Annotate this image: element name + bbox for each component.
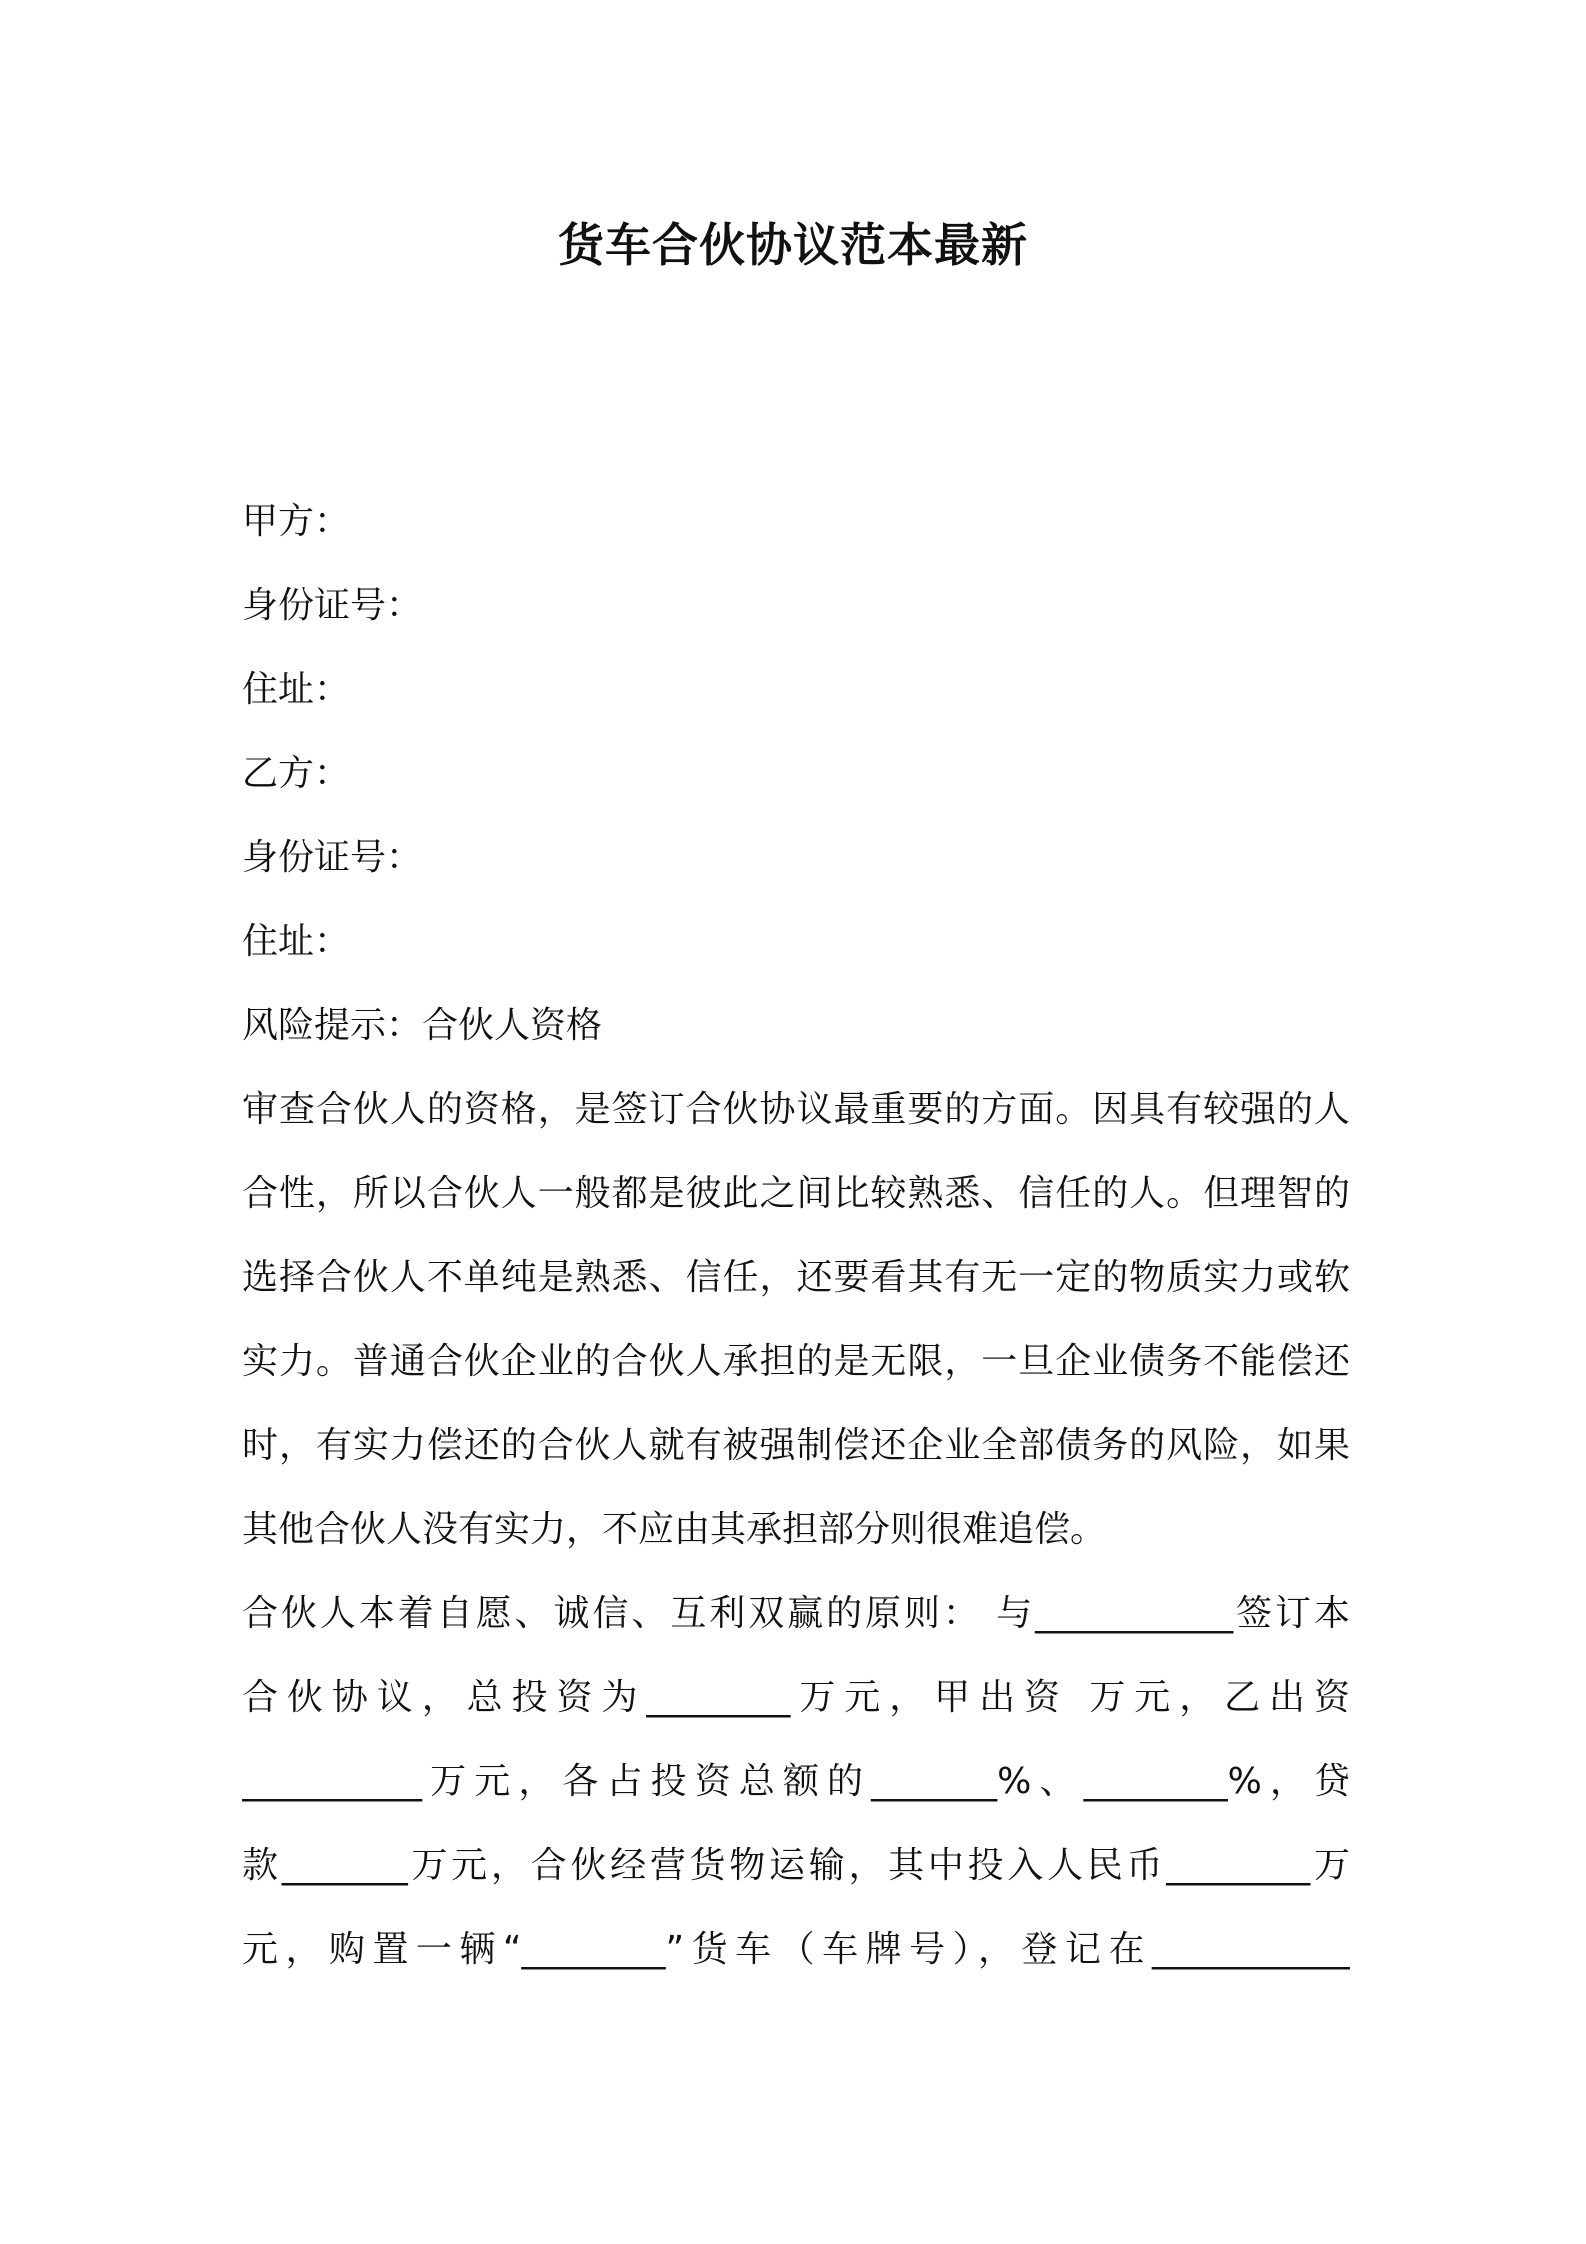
- party-a-id-field: 身份证号：: [242, 585, 423, 626]
- agreement-line: 合伙人本着自愿、诚信、互利双赢的原则： 与___________签订本: [242, 1593, 1350, 1634]
- risk-heading: 风险提示：合伙人资格: [242, 1005, 603, 1046]
- party-a-field: 甲方：: [242, 501, 351, 542]
- risk-paragraph-line: 审查合伙人的资格，是签订合伙协议最重要的方面。因具有较强的人: [242, 1089, 1350, 1130]
- risk-paragraph-line: 其他合伙人没有实力，不应由其承担部分则很难追偿。: [242, 1509, 1107, 1550]
- agreement-paragraph: [242, 1572, 1350, 1992]
- risk-paragraph-line: 合性，所以合伙人一般都是彼此之间比较熟悉、信任的人。但理智的: [242, 1173, 1350, 1214]
- document-title: 货车合伙协议范本最新: [558, 218, 1028, 272]
- agreement-line: 元，购置一辆“________”货车（车牌号），登记在___________: [242, 1929, 1350, 1970]
- risk-paragraph-line: 选择合伙人不单纯是熟悉、信任，还要看其有无一定的物质实力或软: [242, 1257, 1350, 1298]
- risk-paragraph-line: 时，有实力偿还的合伙人就有被强制偿还企业全部债务的风险，如果: [242, 1425, 1350, 1466]
- risk-paragraph-line: 实力。普通合伙企业的合伙人承担的是无限，一旦企业债务不能偿还: [242, 1341, 1350, 1382]
- party-a-address-field: 住址：: [242, 669, 351, 710]
- party-b-id-field: 身份证号：: [242, 837, 423, 878]
- party-b-address-field: 住址：: [242, 921, 351, 962]
- agreement-line: 合伙协议，总投资为________万元，甲出资 万元，乙出资: [242, 1677, 1350, 1718]
- agreement-line: 款_______万元，合伙经营货物运输，其中投入人民币________万: [242, 1845, 1350, 1886]
- agreement-line: __________万元，各占投资总额的_______%、________%，贷: [242, 1761, 1350, 1802]
- party-b-field: 乙方：: [242, 753, 351, 794]
- document-body: [242, 480, 1350, 1992]
- risk-paragraph: [242, 1068, 1350, 1572]
